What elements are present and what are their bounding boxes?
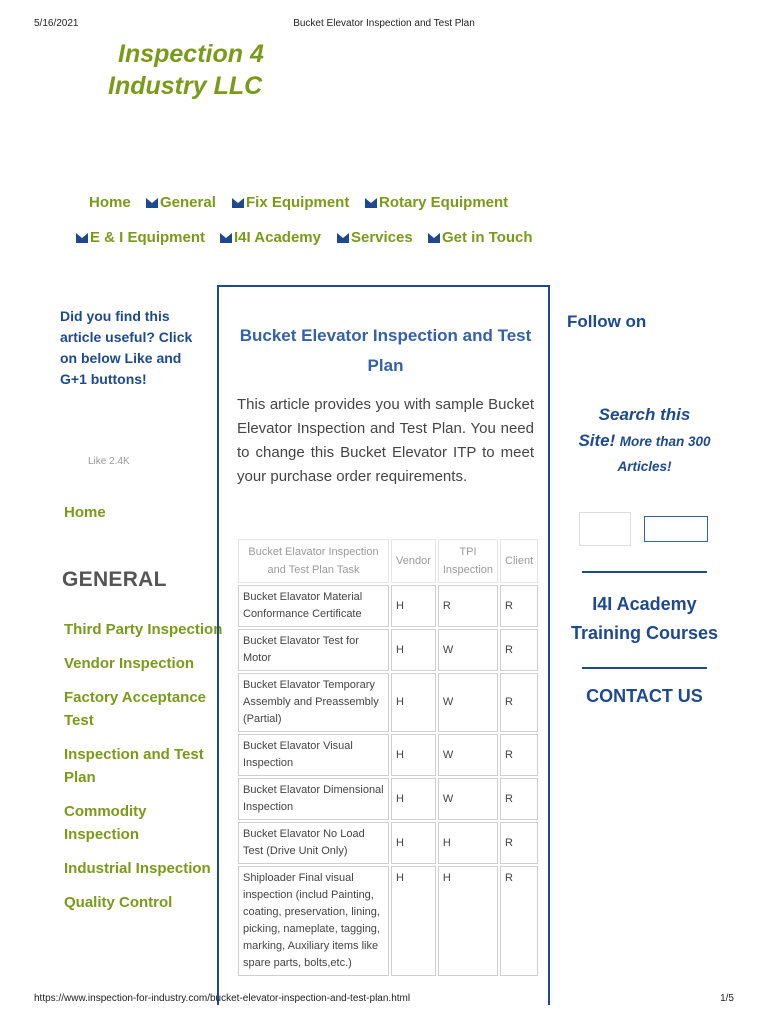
nav-item-i4i-academy[interactable] xyxy=(220,229,321,246)
sidebar-link[interactable]: Inspection and Test Plan xyxy=(64,746,204,786)
left-sidebar xyxy=(60,306,223,911)
site-logo-text[interactable] xyxy=(108,38,264,102)
nav-item-home[interactable] xyxy=(89,194,131,211)
nav-item-services[interactable] xyxy=(337,229,413,246)
client-cell: R xyxy=(500,734,538,776)
col-header-vendor: Vendor xyxy=(391,539,436,583)
tpi-cell: H xyxy=(438,822,498,864)
print-url: https://www.inspection-for-industry.com/bucket-elevator-inspection-and-test-plan.html xyxy=(34,993,411,1004)
brand-line-1: Inspection 4 xyxy=(118,40,264,68)
client-cell: R xyxy=(500,866,538,976)
sidebar-link[interactable]: Third Party Inspection xyxy=(64,621,223,638)
like-prompt: Did you find this article useful? Click on below Like and G+1 buttons! xyxy=(60,308,193,387)
task-cell: Bucket Elavator Test for Motor xyxy=(238,629,389,671)
i4i-academy-link[interactable]: I4I Academy Training Courses xyxy=(570,594,719,643)
search-promo-line: Articles! xyxy=(617,459,672,474)
dropdown-arrow-icon xyxy=(428,233,440,243)
print-page-number: 1/5 xyxy=(720,993,734,1004)
tpi-cell: W xyxy=(438,734,498,776)
table-header-row xyxy=(238,539,538,583)
client-cell: R xyxy=(500,673,538,732)
vendor-cell: H xyxy=(391,585,436,627)
search-promo-line: More than 300 xyxy=(619,434,711,449)
print-title: Bucket Elevator Inspection and Test Plan xyxy=(293,18,475,29)
dropdown-arrow-icon xyxy=(232,198,244,208)
sidebar-link[interactable]: Factory Acceptance Test xyxy=(64,689,207,729)
task-cell: Bucket Elavator Visual Inspection xyxy=(238,734,389,776)
nav-label: Fix Equipment xyxy=(246,194,350,211)
search-input[interactable] xyxy=(579,512,631,546)
nav-label: General xyxy=(160,194,216,211)
tpi-cell: R xyxy=(438,585,498,627)
search-promo-line: Site! xyxy=(578,431,616,450)
article-panel xyxy=(217,285,550,1005)
like-button[interactable]: Like 2.4K xyxy=(88,456,130,467)
dropdown-arrow-icon xyxy=(76,233,88,243)
task-cell: Bucket Elavator Temporary Assembly and Preassembly (Partial) xyxy=(238,673,389,732)
nav-label: Services xyxy=(351,229,413,246)
nav-label: Rotary Equipment xyxy=(379,194,509,211)
nav-item-get-in-touch[interactable] xyxy=(428,229,533,246)
general-heading: GENERAL xyxy=(62,568,167,591)
table-row xyxy=(238,585,538,627)
search-promo xyxy=(562,402,727,479)
nav-label: E & I Equipment xyxy=(90,229,206,246)
col-header-task: Bucket Elavator Inspection and Test Plan Task xyxy=(238,539,389,583)
nav-item-fix-equipment[interactable] xyxy=(232,194,349,211)
nav-label: I4I Academy xyxy=(234,229,321,246)
tpi-cell: W xyxy=(438,778,498,820)
client-cell: R xyxy=(500,629,538,671)
col-header-tpi: TPI Inspection xyxy=(438,539,498,583)
sidebar-link[interactable]: Vendor Inspection xyxy=(64,655,195,672)
search-promo-line: Search this xyxy=(598,405,691,424)
sidebar-links xyxy=(64,618,224,925)
follow-heading: Follow on xyxy=(567,312,647,331)
dropdown-arrow-icon xyxy=(146,198,158,208)
task-cell: Bucket Elavator Material Conformance Certificate xyxy=(238,585,389,627)
client-cell: R xyxy=(500,822,538,864)
brand-line-2: Industry LLC xyxy=(108,72,263,100)
dropdown-arrow-icon xyxy=(220,233,232,243)
client-cell: R xyxy=(500,778,538,820)
nav-label: Home xyxy=(89,194,131,211)
table-row xyxy=(238,734,538,776)
sidebar-link[interactable]: Quality Control xyxy=(64,894,173,911)
dropdown-arrow-icon xyxy=(337,233,349,243)
tpi-cell: W xyxy=(438,629,498,671)
tpi-cell: W xyxy=(438,673,498,732)
vendor-cell: H xyxy=(391,734,436,776)
itp-table xyxy=(236,537,540,978)
divider xyxy=(582,571,707,573)
table-row xyxy=(238,673,538,732)
nav-label: Get in Touch xyxy=(442,229,533,246)
vendor-cell: H xyxy=(391,866,436,976)
contact-us-link[interactable]: CONTACT US xyxy=(586,686,703,706)
table-row xyxy=(238,778,538,820)
table-row xyxy=(238,866,538,976)
sidebar-link-home[interactable]: Home xyxy=(64,504,106,521)
vendor-cell: H xyxy=(391,778,436,820)
vendor-cell: H xyxy=(391,629,436,671)
vendor-cell: H xyxy=(391,673,436,732)
dropdown-arrow-icon xyxy=(365,198,377,208)
nav-item-e-i-equipment[interactable] xyxy=(76,229,205,246)
task-cell: Shiploader Final visual inspection (includ Painting, coating, preservation, lining, picking, nameplate, tagging, marking, Auxiliary items like spare parts, bolts,etc.) xyxy=(238,866,389,976)
task-cell: Bucket Elavator No Load Test (Drive Unit Only) xyxy=(238,822,389,864)
table-row xyxy=(238,629,538,671)
tpi-cell: H xyxy=(438,866,498,976)
client-cell: R xyxy=(500,585,538,627)
nav-row-2 xyxy=(0,229,768,251)
nav-row-1 xyxy=(0,194,768,216)
print-date: 5/16/2021 xyxy=(34,18,79,29)
table-row xyxy=(238,822,538,864)
sidebar-link[interactable]: Commodity Inspection xyxy=(64,803,147,843)
search-button[interactable] xyxy=(644,516,708,542)
article-title: Bucket Elevator Inspection and Test Plan xyxy=(239,326,532,375)
nav-item-rotary-equipment[interactable] xyxy=(365,194,508,211)
vendor-cell: H xyxy=(391,822,436,864)
task-cell: Bucket Elavator Dimensional Inspection xyxy=(238,778,389,820)
divider xyxy=(582,667,707,669)
col-header-client: Client xyxy=(500,539,538,583)
sidebar-link[interactable]: Industrial Inspection xyxy=(64,860,211,877)
article-intro: This article provides you with sample Bucket Elevator Inspection and Test Plan. You need to change this Bucket Elevator ITP to meet your purchase order requirements. xyxy=(237,396,534,485)
nav-item-general[interactable] xyxy=(146,194,216,211)
